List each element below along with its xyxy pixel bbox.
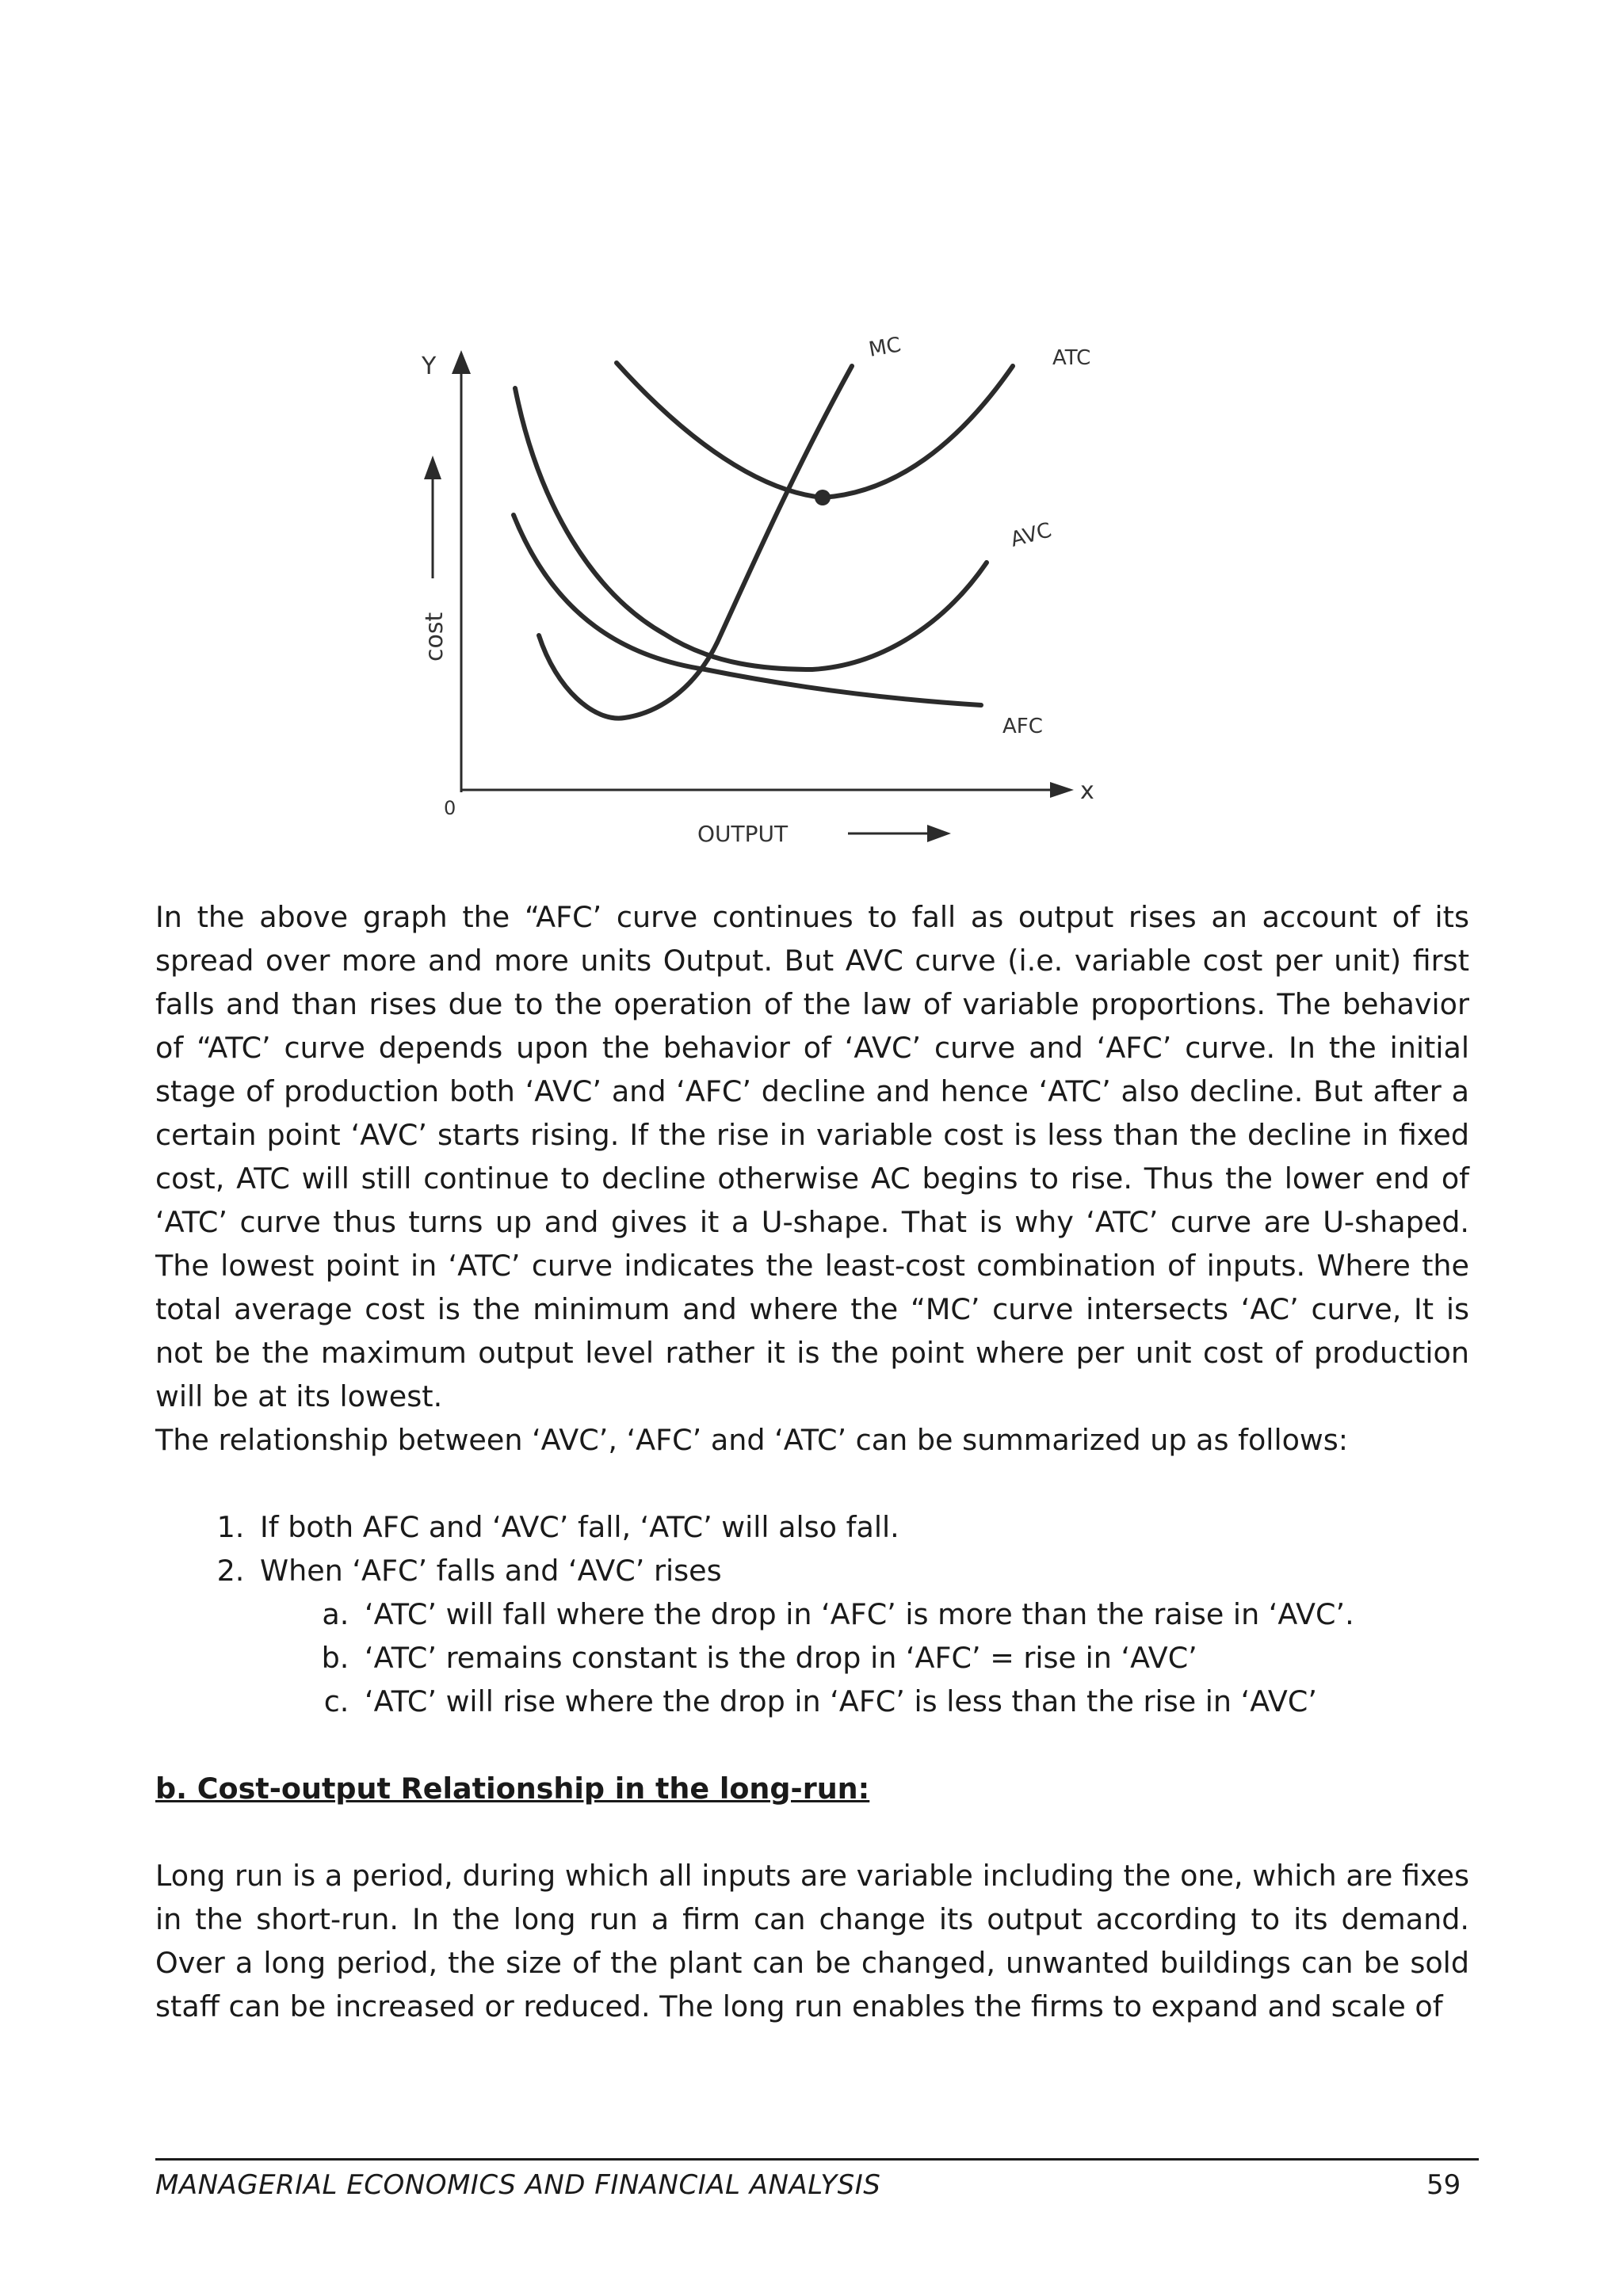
paragraph-long-run: Long run is a period, during which all inputs are variable including the one, which are fixes in the short-run. In the long run a firm can change its output according to its demand. Over a long period, the size of the plant can be changed, unwanted buildings can be sold staff can be increased or reduced. The long run enables the firms to expand and scale of [155,1859,1469,2023]
atc-min-point [815,490,831,505]
atc-label: ATC [1052,346,1091,370]
atc-curve [617,363,1013,498]
x-axis-title: OUTPUT [697,821,789,847]
sublist-item [358,1636,1469,1680]
relationship-list [155,1505,1469,1723]
mc-label: MC [867,333,903,362]
list-item-text: If both AFC and ‘AVC’ fall, ‘ATC’ will also fall. [260,1510,899,1544]
sublist-item-text: ‘ATC’ will rise where the drop in ‘AFC’ is less than the rise in ‘AVC’ [365,1684,1317,1718]
y-axis-arrowhead [452,350,471,374]
cost-arrow-head [424,456,441,479]
spacer [155,1810,1469,1854]
avc-curve [515,388,987,669]
list-item [254,1505,1469,1549]
footer-divider [155,2158,1479,2161]
spacer [155,1723,1469,1767]
sublist-item [358,1592,1469,1636]
section-heading: b. Cost-output Relationship in the long-run: [155,1772,870,1806]
output-arrow-head [927,825,951,842]
y-axis-label: Y [422,353,437,380]
cost-curves-diagram [372,317,1133,856]
footer-title: MANAGERIAL ECONOMICS AND FINANCIAL ANALYSIS [155,2169,881,2201]
origin-label: 0 [444,797,456,819]
relationship-sublist [260,1592,1469,1723]
x-axis-arrowhead [1050,782,1074,798]
page-body [155,895,1469,2028]
paragraph-short-run-explanation: In the above graph the “AFC’ curve continues to fall as output rises an account of its spread over more and more units Output. But AVC curve (i.e. variable cost per unit) first falls and than rises due to the operation of the law of variable proportions. The behavior of “ATC’ curve depends upon the behavior of ‘AVC’ curve and ‘AFC’ curve. In the initial stage of production both ‘AVC’ and ‘AFC’ decline and hence ‘ATC’ also decline. But after a certain point ‘AVC’ starts rising. If the rise in variable cost is less than the decline in fixed cost, ATC will still continue to decline otherwise AC begins to rise. Thus the lower end of ‘ATC’ curve thus turns up and gives it a U-shape. That is why ‘ATC’ curve are U-shaped. The lowest point in ‘ATC’ curve indicates the least-cost combination of inputs. Where the total average cost is the minimum and where the “MC’ curve intersects ‘AC’ curve, It is not be the maximum output level rather it is the point where per unit cost of production will be at its lowest. [155,900,1469,1413]
sublist-item-text: ‘ATC’ remains constant is the drop in ‘AFC’ = rise in ‘AVC’ [365,1641,1197,1675]
page-number: 59 [1426,2169,1461,2201]
summary-intro: The relationship between ‘AVC’, ‘AFC’ and ‘ATC’ can be summarized up as follows: [155,1423,1349,1457]
afc-curve [514,515,981,705]
list-item-text: When ‘AFC’ falls and ‘AVC’ rises [260,1554,722,1588]
avc-label: AVC [1008,518,1055,552]
cost-curves-figure [372,317,1133,856]
x-axis-label: x [1080,777,1094,805]
afc-label: AFC [1002,715,1043,738]
sublist-item [358,1680,1469,1723]
sublist-item-text: ‘ATC’ will fall where the drop in ‘AFC’ is more than the raise in ‘AVC’. [365,1597,1354,1631]
y-axis-title: cost [421,612,449,662]
list-item [254,1549,1469,1723]
